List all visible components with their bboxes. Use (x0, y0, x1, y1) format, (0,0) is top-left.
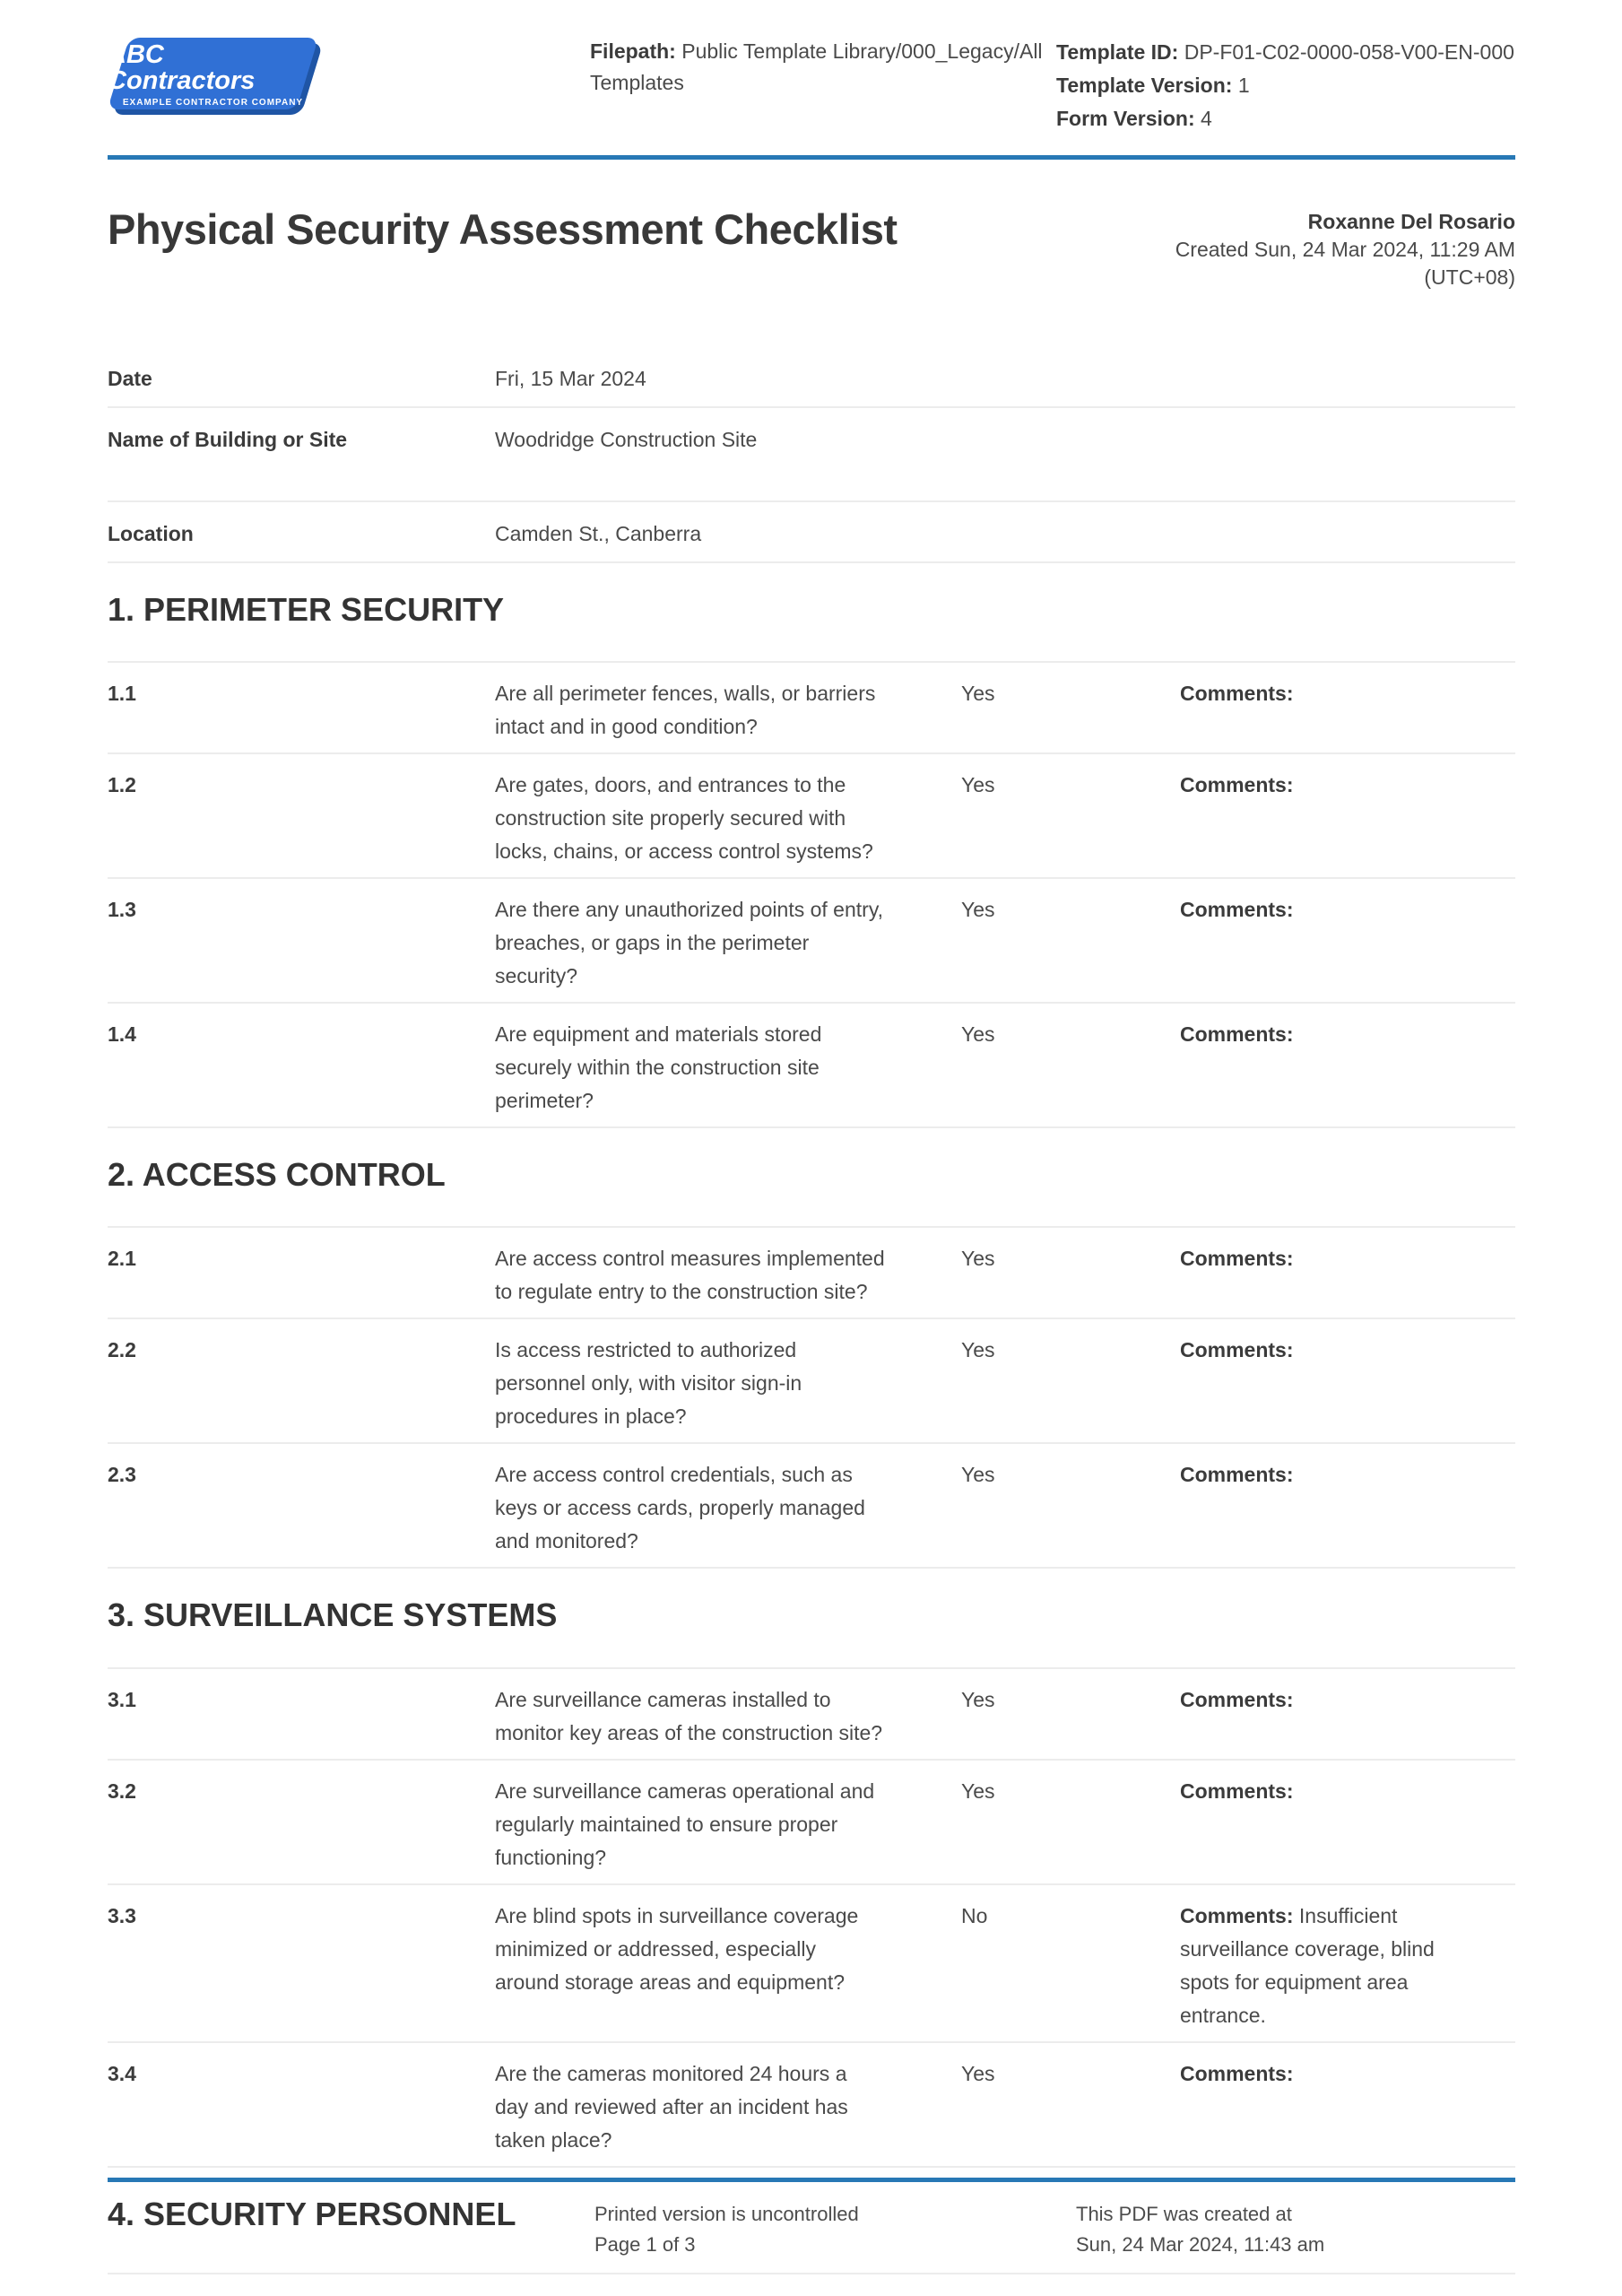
checklist-row: 1.2 Are gates, doors, and entrances to the construction site properly secured with locks, chains, or access control systems? Yes Comments: (108, 754, 1515, 879)
creator-block (1175, 206, 1515, 291)
filepath (590, 36, 1052, 99)
answer-value: Yes (961, 1463, 995, 1487)
checklist-row: 3.4 Are the cameras monitored 24 hours a day and reviewed after an incident has taken place? Yes Comments: (108, 2043, 1515, 2168)
footer-created-note: This PDF was created at (1076, 2203, 1292, 2225)
checklist-table-3 (108, 1667, 1515, 2168)
created-timezone: (UTC+08) (1424, 265, 1515, 289)
next-table-top-border (108, 2273, 1515, 2275)
section-heading-security-personnel: 4. SECURITY PERSONNEL (108, 2195, 516, 2232)
logo-subtitle: EXAMPLE CONTRACTOR COMPANY (122, 97, 304, 108)
footer-uncontrolled-note: Printed version is uncontrolled (594, 2203, 859, 2225)
filepath-value: Public Template Library/000_Legacy/All Templates (590, 39, 1043, 94)
checklist-row: 1.1 Are all perimeter fences, walls, or barriers intact and in good condition? Yes Comments: (108, 663, 1515, 754)
answer-value: Yes (961, 1687, 995, 1711)
footer-right (1076, 2199, 1324, 2260)
footer-created-date: Sun, 24 Mar 2024, 11:43 am (1076, 2233, 1325, 2256)
section-heading-perimeter-security: 1. PERIMETER SECURITY (108, 591, 505, 628)
answer-value: Yes (961, 898, 995, 922)
section-heading-access-control: 2. ACCESS CONTROL (108, 1156, 446, 1194)
template-version: Template Version: 1 (1056, 74, 1250, 97)
comment-text: Insufficient surveillance coverage, blind spots for equipment area entrance. (1180, 1903, 1435, 2027)
template-meta (1056, 36, 1515, 135)
filepath-label: Filepath: (590, 39, 676, 63)
section-heading-surveillance-systems: 3. SURVEILLANCE SYSTEMS (108, 1596, 558, 1634)
info-row-date: Date Fri, 15 Mar 2024 (108, 347, 1515, 408)
checklist-table-2 (108, 1226, 1515, 1569)
answer-value: Yes (961, 682, 995, 706)
checklist-row: 2.2 Is access restricted to authorized personnel only, with visitor sign-in procedures in place? Yes Comments: (108, 1319, 1515, 1444)
checklist-row: 2.3 Are access control credentials, such as keys or access cards, properly managed and monitored? Yes Comments: (108, 1444, 1515, 1569)
answer-value: Yes (961, 1779, 995, 1803)
answer-value: Yes (961, 773, 995, 797)
answer-value: No (961, 1903, 988, 1927)
checklist-row: 1.3 Are there any unauthorized points of entry, breaches, or gaps in the perimeter security? Yes Comments: (108, 879, 1515, 1004)
logo-title: ABC Contractors (108, 39, 256, 95)
form-version: Form Version: 4 (1056, 107, 1212, 130)
answer-value: Yes (961, 2061, 995, 2085)
footer-left (594, 2199, 859, 2260)
created-date: Created Sun, 24 Mar 2024, 11:29 AM (1175, 238, 1515, 261)
header-divider (108, 155, 1515, 160)
checklist-row: 3.3 Are blind spots in surveillance coverage minimized or addressed, especially around storage areas and equipment? No Comments: Insufficient surveillance coverage, blind spots for equipment area entrance. (108, 1885, 1515, 2043)
checklist-row: 3.1 Are surveillance cameras installed to monitor key areas of the construction site? Yes Comments: (108, 1669, 1515, 1761)
answer-value: Yes (961, 1338, 995, 1362)
template-id: Template ID: DP-F01-C02-0000-058-V00-EN-000 (1056, 40, 1514, 64)
info-row-location: Location Camden St., Canberra (108, 502, 1515, 563)
info-table (108, 347, 1515, 563)
checklist-row: 3.2 Are surveillance cameras operational and regularly maintained to ensure proper functioning? Yes Comments: (108, 1761, 1515, 1885)
company-logo (108, 36, 318, 113)
checklist-table-1 (108, 661, 1515, 1128)
title-row (108, 206, 1515, 291)
checklist-row: 1.4 Are equipment and materials stored securely within the construction site perimeter? Yes Comments: (108, 1004, 1515, 1128)
answer-value: Yes (961, 1247, 995, 1271)
page-header (108, 0, 1515, 135)
checklist-row: 2.1 Are access control measures implemented to regulate entry to the construction site? Yes Comments: (108, 1228, 1515, 1319)
footer-divider (108, 2178, 1515, 2182)
creator-name: Roxanne Del Rosario (1307, 210, 1515, 233)
page-title: Physical Security Assessment Checklist (108, 205, 898, 253)
info-row-site-name: Name of Building or Site Woodridge Construction Site (108, 408, 1515, 502)
answer-value: Yes (961, 1022, 995, 1047)
footer-page-number: Page 1 of 3 (594, 2233, 696, 2256)
